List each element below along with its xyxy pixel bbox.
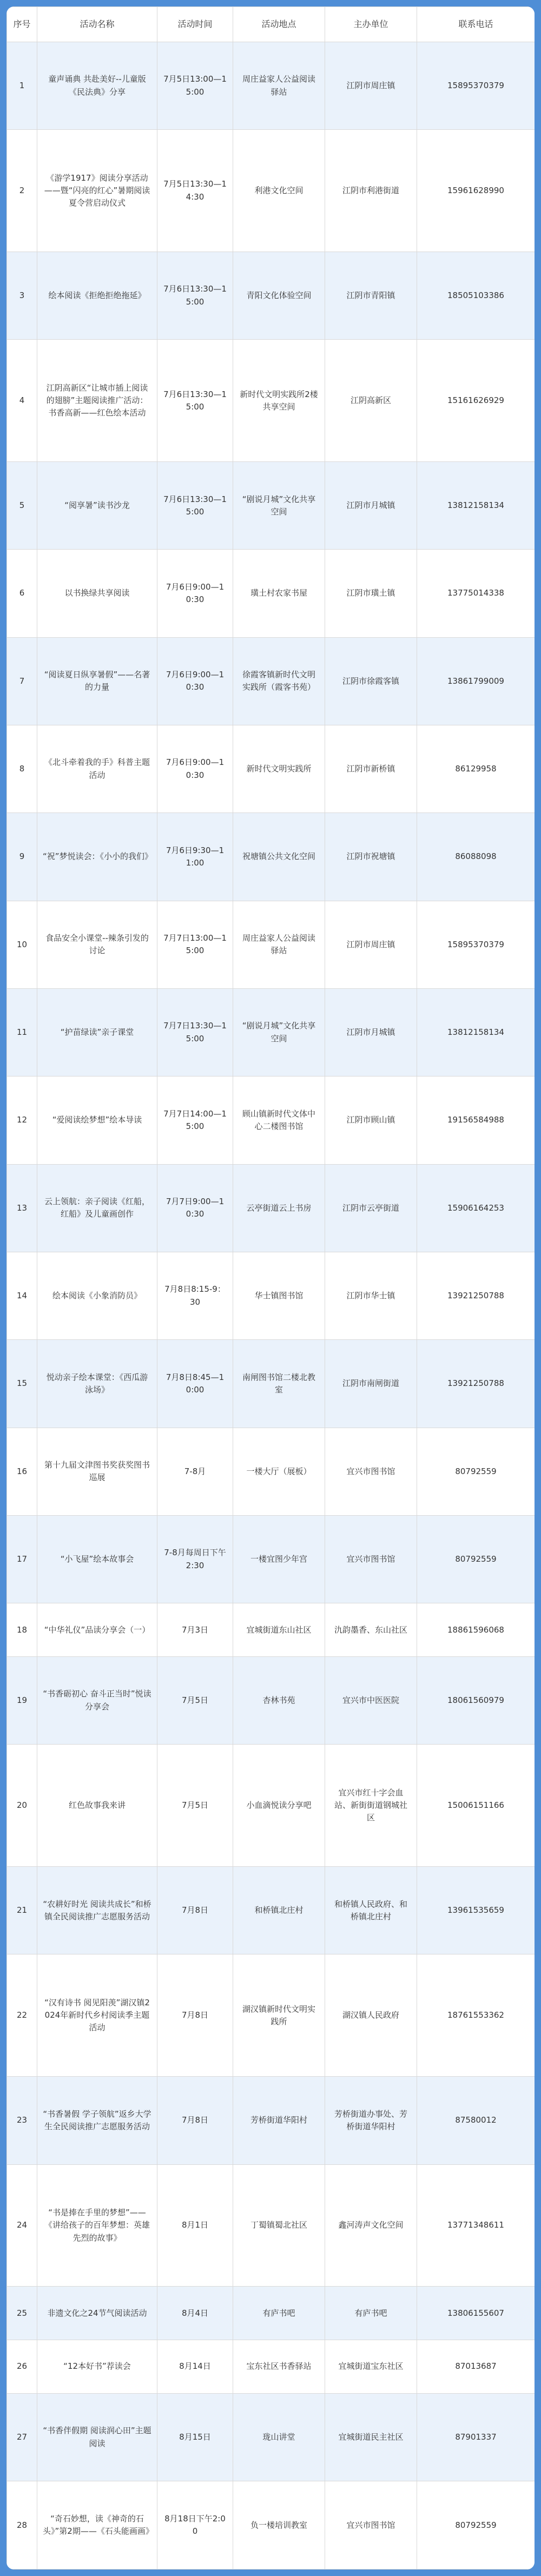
cell-organizer: 江阴市周庄镇 — [325, 42, 417, 130]
table-row — [7, 1745, 535, 1867]
table-row — [7, 1252, 535, 1339]
cell-organizer: 江阴高新区 — [325, 340, 417, 462]
cell-activity-location: 云亭街道云上书房 — [233, 1164, 325, 1252]
cell-organizer: 江阴市月城镇 — [325, 989, 417, 1076]
cell-organizer: 江阴市利港街道 — [325, 130, 417, 252]
cell-phone: 15895370379 — [417, 42, 535, 130]
cell-index: 24 — [7, 2164, 37, 2287]
cell-activity-name: “12本好书”荐读会 — [37, 2340, 157, 2394]
cell-activity-name: 食品安全小课堂--辣条引发的讨论 — [37, 901, 157, 988]
cell-activity-name: “书香伴假期 阅读润心田”主题阅读 — [37, 2394, 157, 2481]
cell-activity-name: 《北斗牵着我的手》科普主题活动 — [37, 725, 157, 813]
cell-organizer: 宜城街道宝东社区 — [325, 2340, 417, 2394]
cell-activity-name: 绘本阅读《拒绝拒绝拖延》 — [37, 252, 157, 340]
cell-index: 13 — [7, 1164, 37, 1252]
header-activity-name: 活动名称 — [37, 7, 157, 42]
cell-organizer: 江阴市徐霞客镇 — [325, 637, 417, 725]
activity-table — [6, 6, 535, 2570]
cell-index: 2 — [7, 130, 37, 252]
cell-activity-location: 杏林书苑 — [233, 1657, 325, 1745]
cell-activity-time: 7-8月每周日下午2:30 — [157, 1515, 233, 1603]
cell-activity-location: 华士镇图书馆 — [233, 1252, 325, 1339]
table-row — [7, 637, 535, 725]
cell-activity-location: 新时代文明实践所 — [233, 725, 325, 813]
cell-phone: 13812158134 — [417, 989, 535, 1076]
cell-index: 21 — [7, 1867, 37, 1954]
table-row — [7, 1428, 535, 1515]
cell-activity-name: “农耕好时光 阅读共成长”和桥镇全民阅读推广志愿服务活动 — [37, 1867, 157, 1954]
cell-activity-time: 7月8日 — [157, 2077, 233, 2164]
cell-index: 8 — [7, 725, 37, 813]
cell-organizer: 宜兴市图书馆 — [325, 1428, 417, 1515]
table-row — [7, 2164, 535, 2287]
cell-phone: 15006151166 — [417, 1745, 535, 1867]
table-row — [7, 340, 535, 462]
cell-activity-location: 一楼宜图少年宫 — [233, 1515, 325, 1603]
table-row — [7, 2481, 535, 2570]
cell-index: 22 — [7, 1954, 37, 2077]
cell-phone: 15161626929 — [417, 340, 535, 462]
cell-index: 23 — [7, 2077, 37, 2164]
cell-activity-time: 7月3日 — [157, 1603, 233, 1657]
table-row — [7, 813, 535, 901]
cell-activity-location: 负一楼培训教室 — [233, 2481, 325, 2570]
cell-activity-location: 小血滴悦读分享吧 — [233, 1745, 325, 1867]
table-row — [7, 1867, 535, 1954]
cell-phone: 80792559 — [417, 2481, 535, 2570]
cell-activity-time: 7月6日9:00—10:30 — [157, 550, 233, 637]
cell-activity-location: 珑山讲堂 — [233, 2394, 325, 2481]
cell-activity-time: 7月8日 — [157, 1954, 233, 2077]
cell-phone: 80792559 — [417, 1515, 535, 1603]
cell-activity-time: 7月7日13:30—15:00 — [157, 989, 233, 1076]
cell-organizer: 氿韵墨香、东山社区 — [325, 1603, 417, 1657]
cell-organizer: 芳桥街道办事处、芳桥街道华阳村 — [325, 2077, 417, 2164]
cell-index: 18 — [7, 1603, 37, 1657]
cell-activity-time: 7月7日9:00—10:30 — [157, 1164, 233, 1252]
cell-organizer: 江阴市顾山镇 — [325, 1076, 417, 1164]
table-row — [7, 130, 535, 252]
header-organizer: 主办单位 — [325, 7, 417, 42]
cell-index: 12 — [7, 1076, 37, 1164]
cell-phone: 15961628990 — [417, 130, 535, 252]
table-row — [7, 1164, 535, 1252]
cell-organizer: 江阴市周庄镇 — [325, 901, 417, 988]
cell-phone: 18761553362 — [417, 1954, 535, 2077]
cell-activity-location: 顾山镇新时代文体中心二楼图书馆 — [233, 1076, 325, 1164]
table-row — [7, 1515, 535, 1603]
cell-index: 15 — [7, 1340, 37, 1428]
table-row — [7, 462, 535, 550]
cell-activity-time: 7月5日13:00—15:00 — [157, 42, 233, 130]
cell-activity-location: 周庄益家人公益阅读驿站 — [233, 42, 325, 130]
cell-activity-location: 青阳文化体验空间 — [233, 252, 325, 340]
cell-activity-time: 7月5日 — [157, 1657, 233, 1745]
cell-activity-time: 8月15日 — [157, 2394, 233, 2481]
table-row — [7, 1657, 535, 1745]
cell-activity-name: 绘本阅读《小象消防员》 — [37, 1252, 157, 1339]
cell-organizer: 江阴市云亭街道 — [325, 1164, 417, 1252]
cell-index: 11 — [7, 989, 37, 1076]
table-row — [7, 725, 535, 813]
cell-organizer: 宜兴市图书馆 — [325, 2481, 417, 2570]
table-row — [7, 1340, 535, 1428]
cell-activity-time: 7月8日8:15-9：30 — [157, 1252, 233, 1339]
cell-activity-location: 新时代文明实践所2楼共享空间 — [233, 340, 325, 462]
cell-activity-location: 有庐书吧 — [233, 2287, 325, 2340]
cell-index: 14 — [7, 1252, 37, 1339]
cell-activity-location: 祝塘镇公共文化空间 — [233, 813, 325, 901]
cell-organizer: 鑫河涛声文化空间 — [325, 2164, 417, 2287]
cell-activity-location: 南闸图书馆二楼北教室 — [233, 1340, 325, 1428]
cell-index: 17 — [7, 1515, 37, 1603]
cell-activity-location: 芳桥街道华阳村 — [233, 2077, 325, 2164]
cell-activity-name: 悦动亲子绘本课堂：《西瓜游泳场》 — [37, 1340, 157, 1428]
cell-phone: 13921250788 — [417, 1252, 535, 1339]
cell-activity-time: 7月5日13:30—14:30 — [157, 130, 233, 252]
table-row — [7, 1076, 535, 1164]
cell-activity-name: “书香砺初心 奋斗正当时”悦读分享会 — [37, 1657, 157, 1745]
cell-activity-time: 7月6日9:30—11:00 — [157, 813, 233, 901]
cell-organizer: 宜城街道民主社区 — [325, 2394, 417, 2481]
cell-index: 20 — [7, 1745, 37, 1867]
cell-organizer: 和桥镇人民政府、和桥镇北庄村 — [325, 1867, 417, 1954]
activity-table-card — [6, 6, 535, 2570]
table-row — [7, 901, 535, 988]
cell-organizer: 有庐书吧 — [325, 2287, 417, 2340]
cell-index: 19 — [7, 1657, 37, 1745]
cell-activity-location: 和桥镇北庄村 — [233, 1867, 325, 1954]
cell-phone: 13861799009 — [417, 637, 535, 725]
cell-phone: 18861596068 — [417, 1603, 535, 1657]
cell-activity-name: “汉有诗书 阅见阳羡”湖汉镇2024年新时代乡村阅读季主题活动 — [37, 1954, 157, 2077]
header-index: 序号 — [7, 7, 37, 42]
cell-organizer: 江阴市祝塘镇 — [325, 813, 417, 901]
cell-organizer: 宜兴市中医医院 — [325, 1657, 417, 1745]
cell-organizer: 宜兴市图书馆 — [325, 1515, 417, 1603]
cell-organizer: 江阴市月城镇 — [325, 462, 417, 550]
cell-phone: 15906164253 — [417, 1164, 535, 1252]
cell-activity-location: 周庄益家人公益阅读驿站 — [233, 901, 325, 988]
cell-activity-name: 以书换绿共享阅读 — [37, 550, 157, 637]
cell-organizer: 江阴市新桥镇 — [325, 725, 417, 813]
cell-activity-time: 7月7日13:00—15:00 — [157, 901, 233, 988]
table-row — [7, 2287, 535, 2340]
cell-index: 5 — [7, 462, 37, 550]
cell-activity-location: 一楼大厅（展板） — [233, 1428, 325, 1515]
cell-activity-name: 第十九届文津图书奖获奖图书巡展 — [37, 1428, 157, 1515]
cell-activity-location: “剧说月城”文化共享空间 — [233, 989, 325, 1076]
cell-activity-name: “书是捧在手里的梦想”——《讲给孩子的百年梦想：英雄先烈的故事》 — [37, 2164, 157, 2287]
cell-activity-time: 7月7日14:00—15:00 — [157, 1076, 233, 1164]
cell-organizer: 江阴市华士镇 — [325, 1252, 417, 1339]
cell-index: 27 — [7, 2394, 37, 2481]
cell-phone: 13961535659 — [417, 1867, 535, 1954]
table-row — [7, 252, 535, 340]
cell-activity-time: 8月1日 — [157, 2164, 233, 2287]
cell-activity-time: 7月8日 — [157, 1867, 233, 1954]
cell-phone: 18505103386 — [417, 252, 535, 340]
cell-activity-name: “中华礼仪”品读分享会（一） — [37, 1603, 157, 1657]
table-row — [7, 2340, 535, 2394]
cell-activity-time: 7月8日8:45—10:00 — [157, 1340, 233, 1428]
table-row — [7, 1954, 535, 2077]
cell-activity-name: “阅享暑”读书沙龙 — [37, 462, 157, 550]
table-body — [7, 42, 535, 2570]
cell-activity-name: “护苗绿读”亲子课堂 — [37, 989, 157, 1076]
table-header-row — [7, 7, 535, 42]
cell-phone: 13812158134 — [417, 462, 535, 550]
cell-phone: 80792559 — [417, 1428, 535, 1515]
cell-index: 16 — [7, 1428, 37, 1515]
cell-activity-name: 《游学1917》阅读分享活动——暨“闪亮的红心”暑期阅读夏令营启动仪式 — [37, 130, 157, 252]
table-row — [7, 2077, 535, 2164]
cell-activity-location: “剧说月城”文化共享空间 — [233, 462, 325, 550]
cell-activity-location: 丁蜀镇蜀北社区 — [233, 2164, 325, 2287]
cell-activity-time: 8月14日 — [157, 2340, 233, 2394]
cell-phone: 87013687 — [417, 2340, 535, 2394]
header-phone: 联系电话 — [417, 7, 535, 42]
cell-index: 10 — [7, 901, 37, 988]
cell-activity-time: 7-8月 — [157, 1428, 233, 1515]
cell-phone: 87580012 — [417, 2077, 535, 2164]
cell-activity-name: “小飞屋”绘本故事会 — [37, 1515, 157, 1603]
cell-activity-name: 童声诵典 共赴美好--儿童版《民法典》分享 — [37, 42, 157, 130]
cell-phone: 19156584988 — [417, 1076, 535, 1164]
cell-activity-location: 利港文化空间 — [233, 130, 325, 252]
table-row — [7, 42, 535, 130]
cell-activity-time: 7月5日 — [157, 1745, 233, 1867]
table-row — [7, 550, 535, 637]
cell-index: 7 — [7, 637, 37, 725]
cell-index: 25 — [7, 2287, 37, 2340]
cell-index: 6 — [7, 550, 37, 637]
cell-activity-name: “书香暑假 学子领航”返乡大学生全民阅读推广志愿服务活动 — [37, 2077, 157, 2164]
header-activity-location: 活动地点 — [233, 7, 325, 42]
cell-activity-name: “奇石妙想，读《神奇的石头》”第2期——《石头能画画》 — [37, 2481, 157, 2570]
cell-activity-location: 宝东社区书香驿站 — [233, 2340, 325, 2394]
cell-activity-time: 7月6日13:30—15:00 — [157, 252, 233, 340]
cell-organizer: 江阴市青阳镇 — [325, 252, 417, 340]
cell-organizer: 江阴市南闸街道 — [325, 1340, 417, 1428]
cell-activity-name: 非遗文化之24节气阅读活动 — [37, 2287, 157, 2340]
cell-activity-time: 7月6日9:00—10:30 — [157, 725, 233, 813]
cell-index: 3 — [7, 252, 37, 340]
cell-index: 4 — [7, 340, 37, 462]
cell-activity-location: 湖汉镇新时代文明实践所 — [233, 1954, 325, 2077]
cell-activity-name: 江阴高新区“让城市插上阅读的翅膀”主题阅读推广活动：书香高新——红色绘本活动 — [37, 340, 157, 462]
cell-activity-time: 8月18日下午2:00 — [157, 2481, 233, 2570]
header-activity-time: 活动时间 — [157, 7, 233, 42]
cell-activity-location: 璜土村农家书屋 — [233, 550, 325, 637]
cell-phone: 13806155607 — [417, 2287, 535, 2340]
cell-phone: 87901337 — [417, 2394, 535, 2481]
cell-activity-name: “祝”梦悦读会：《小小的我们》 — [37, 813, 157, 901]
cell-phone: 13921250788 — [417, 1340, 535, 1428]
cell-organizer: 湖汉镇人民政府 — [325, 1954, 417, 2077]
cell-phone: 86088098 — [417, 813, 535, 901]
cell-activity-name: “爱阅读绘梦想”绘本导读 — [37, 1076, 157, 1164]
table-row — [7, 1603, 535, 1657]
cell-index: 26 — [7, 2340, 37, 2394]
cell-activity-name: 云上领航：亲子阅读《红船，红船》及儿童画创作 — [37, 1164, 157, 1252]
cell-activity-name: 红色故事我来讲 — [37, 1745, 157, 1867]
cell-phone: 15895370379 — [417, 901, 535, 988]
cell-organizer: 江阴市璜土镇 — [325, 550, 417, 637]
cell-activity-location: 徐霞客镇新时代文明实践所（霞客书苑） — [233, 637, 325, 725]
cell-activity-time: 7月6日13:30—15:00 — [157, 340, 233, 462]
cell-activity-time: 8月4日 — [157, 2287, 233, 2340]
cell-activity-time: 7月6日13:30—15:00 — [157, 462, 233, 550]
cell-index: 9 — [7, 813, 37, 901]
cell-phone: 86129958 — [417, 725, 535, 813]
cell-activity-location: 宜城街道东山社区 — [233, 1603, 325, 1657]
table-row — [7, 2394, 535, 2481]
cell-phone: 13775014338 — [417, 550, 535, 637]
cell-index: 1 — [7, 42, 37, 130]
cell-index: 28 — [7, 2481, 37, 2570]
cell-phone: 18061560979 — [417, 1657, 535, 1745]
cell-activity-time: 7月6日9:00—10:30 — [157, 637, 233, 725]
cell-activity-name: “阅读夏日纵享暑假”——名著的力量 — [37, 637, 157, 725]
cell-organizer: 宜兴市红十字会血站、新街街道钢城社区 — [325, 1745, 417, 1867]
table-row — [7, 989, 535, 1076]
cell-phone: 13771348611 — [417, 2164, 535, 2287]
